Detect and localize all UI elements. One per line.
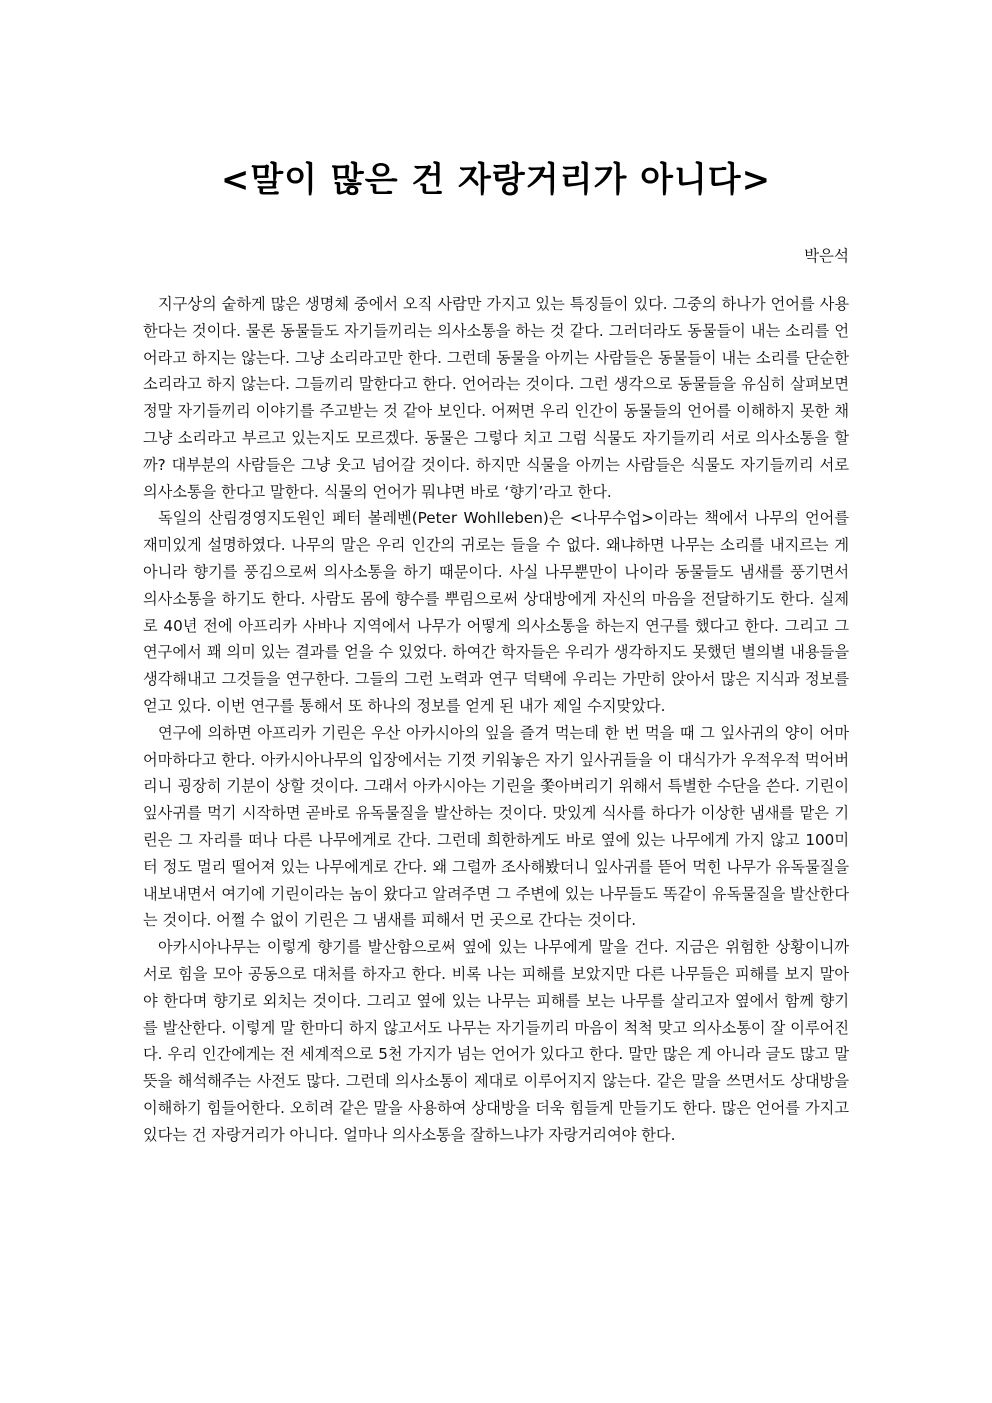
author-name: 박은석 xyxy=(804,247,849,265)
article-body xyxy=(143,291,849,1149)
paragraph: 아카시아나무는 이렇게 향기를 발산함으로써 옆에 있는 나무에게 말을 건다. 지금은 위험한 상황이니까 서로 힘을 모아 공동으로 대처를 하자고 한다. 비록 나는 피해를 보았지만 다른 나무들은 피해를 보지 말아야 한다며 향기로 외치는 것이다. 그리고 옆에 있는 나무는 피해를 보는 나무를 살리고자 옆에서 함께 향기를 발산한다. 이렇게 말 한마디 하지 않고서도 나무는 자기들끼리 마음이 척척 맞고 의사소통이 잘 이루어진다. 우리 인간에게는 전 세계적으로 5천 가지가 넘는 언어가 있다고 한다. 말만 많은 게 아니라 글도 많고 말뜻을 해석해주는 사전도 많다. 그런데 의사소통이 제대로 이루어지지 않는다. 같은 말을 쓰면서도 상대방을 이해하기 힘들어한다. 오히려 같은 말을 사용하여 상대방을 더욱 힘들게 만들기도 한다. 많은 언어를 가지고 있다는 건 자랑거리가 아니다. 얼마나 의사소통을 잘하느냐가 자랑거리여야 한다. xyxy=(143,938,849,1144)
page-title: <말이 많은 건 자랑거리가 아니다> xyxy=(220,160,772,200)
paragraph: 연구에 의하면 아프리카 기린은 우산 아카시아의 잎을 즐겨 먹는데 한 번 먹을 때 그 잎사귀의 양이 어마어마하다고 한다. 아카시아나무의 입장에서는 기껏 키워놓은 자기 잎사귀들을 이 대식가가 우적우적 먹어버리니 굉장히 기분이 상할 것이다. 그래서 아카시아는 기린을 쫓아버리기 위해서 특별한 수단을 쓴다. 기린이 잎사귀를 먹기 시작하면 곧바로 유독물질을 발산하는 것이다. 맛있게 식사를 하다가 이상한 냄새를 맡은 기린은 그 자리를 떠나 다른 나무에게로 간다. 그런데 희한하게도 바로 옆에 있는 나무에게 가지 않고 100미터 정도 멀리 떨어져 있는 나무에게로 간다. 왜 그럴까 조사해봤더니 잎사귀를 뜯어 먹힌 나무가 유독물질을 내보내면서 여기에 기린이라는 놈이 왔다고 알려주면 그 주변에 있는 나무들도 똑같이 유독물질을 발산한다는 것이다. 어쩔 수 없이 기린은 그 냄새를 피해서 먼 곳으로 간다는 것이다. xyxy=(143,723,849,930)
paragraph: 독일의 산림경영지도원인 페터 볼레벤(Peter Wohlleben)은 <나무수업>이라는 책에서 나무의 언어를 재미있게 설명하였다. 나무의 말은 우리 인간의 귀로는 들을 수 없다. 왜냐하면 나무는 소리를 내지르는 게 아니라 향기를 풍김으로써 의사소통을 하기 때문이다. 사실 나무뿐만이 나이라 동물들도 냄새를 풍기면서 의사소통을 하기도 한다. 사람도 몸에 향수를 뿌림으로써 상대방에게 자신의 마음을 전달하기도 한다. 실제로 40년 전에 아프리카 사바나 지역에서 나무가 어떻게 의사소통을 하는지 연구를 했다고 한다. 그리고 그 연구에서 꽤 의미 있는 결과를 얻을 수 있었다. 하여간 학자들은 우리가 생각하지도 못했던 별의별 내용들을 생각해내고 그것들을 연구한다. 그들의 그런 노력과 연구 덕택에 우리는 가만히 앉아서 많은 지식과 정보를 얻고 있다. 이번 연구를 통해서 또 하나의 정보를 얻게 된 내가 제일 수지맞았다. xyxy=(143,509,849,715)
paragraph: 지구상의 숱하게 많은 생명체 중에서 오직 사람만 가지고 있는 특징들이 있다. 그중의 하나가 언어를 사용한다는 것이다. 물론 동물들도 자기들끼리는 의사소통을 하는 것 같다. 그러더라도 동물들이 내는 소리를 언어라고 하지는 않는다. 그냥 소리라고만 한다. 그런데 동물을 아끼는 사람들은 동물들이 내는 소리를 단순한 소리라고 하지 않는다. 그들끼리 말한다고 한다. 언어라는 것이다. 그런 생각으로 동물들을 유심히 살펴보면 정말 자기들끼리 이야기를 주고받는 것 같아 보인다. 어쩌면 우리 인간이 동물들의 언어를 이해하지 못한 채 그냥 소리라고 부르고 있는지도 모르겠다. 동물은 그렇다 치고 그럼 식물도 자기들끼리 서로 의사소통을 할까? 대부분의 사람들은 그냥 웃고 넘어갈 것이다. 하지만 식물을 아끼는 사람들은 식물도 자기들끼리 서로 의사소통을 한다고 말한다. 식물의 언어가 뭐냐면 바로 ‘향기’라고 한다. xyxy=(143,295,849,501)
